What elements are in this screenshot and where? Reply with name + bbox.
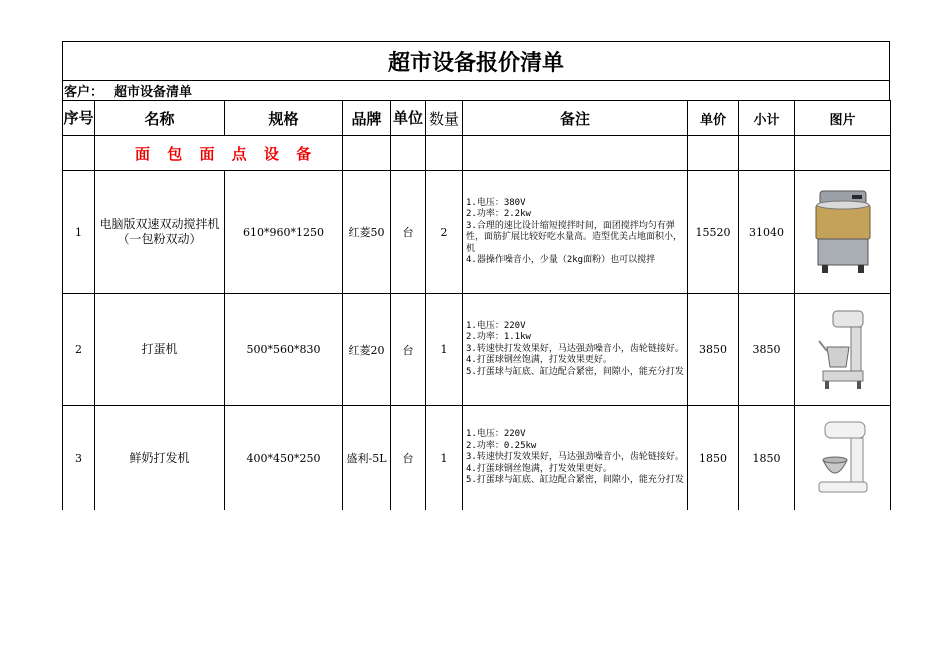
cell-subtotal: 1850 [739, 406, 795, 511]
planetary-mixer-icon [813, 307, 873, 393]
cell-no: 3 [63, 406, 95, 511]
note-line: 1.电压：380V [466, 197, 526, 208]
cell-image [795, 294, 891, 406]
quotation-table [62, 100, 891, 510]
table-row [63, 406, 891, 511]
section-title: 面 包 面 点 设 备 [95, 136, 343, 171]
header-price: 单价 [688, 101, 739, 136]
cell-brand: 红菱20 [343, 294, 391, 406]
client-row [62, 81, 890, 100]
header-image: 图片 [795, 101, 891, 136]
client-label: 客户： [64, 85, 104, 100]
cell-spec: 610*960*1250 [225, 171, 343, 294]
cell-no: 1 [63, 171, 95, 294]
cell-no: 2 [63, 294, 95, 406]
header-name: 名称 [95, 101, 225, 136]
note-line: 性，面筋扩展比较好吃水量高。造型优美占地面积小，机 [466, 232, 683, 254]
header-notes: 备注 [463, 101, 688, 136]
cell-qty: 1 [426, 406, 463, 511]
note-line: 3.转速快打发效果好，马达强劲噪音小，齿轮链接好。 [466, 452, 684, 463]
note-line: 5.打蛋球与缸底、缸边配合紧密，间隙小，能充分打发 [466, 366, 684, 377]
section-row [63, 136, 891, 171]
cell-unit: 台 [391, 294, 426, 406]
cell-price: 3850 [688, 294, 739, 406]
header-subtotal: 小计 [739, 101, 795, 136]
cell-price: 15520 [688, 171, 739, 294]
note-line: 3.合理的速比设计缩短搅拌时间，面团搅拌均匀有弹 [466, 220, 675, 231]
header-qty: 数量 [426, 101, 463, 136]
note-line: 3.转速快打发效果好，马达强劲噪音小，齿轮链接好。 [466, 343, 684, 354]
cell-qty: 1 [426, 294, 463, 406]
cell-notes [463, 294, 688, 406]
note-line: 2.功率：2.2kw [466, 209, 531, 219]
header-no: 序号 [63, 101, 95, 136]
sheet-title: 超市设备报价清单 [62, 41, 890, 81]
note-line: 2.功率：0.25kw [466, 440, 537, 451]
note-line: 2.功率：1.1kw [466, 332, 531, 343]
cell-name: 电脑版双速双动搅拌机（一包粉双动） [95, 171, 225, 294]
stand-mixer-icon [811, 416, 875, 500]
cell-name: 鲜奶打发机 [95, 406, 225, 511]
cell-notes [463, 171, 688, 294]
cell-price: 1850 [688, 406, 739, 511]
table-row [63, 171, 891, 294]
spiral-mixer-icon [808, 187, 878, 277]
cell-spec: 400*450*250 [225, 406, 343, 511]
note-line: 1.电压：220V [466, 429, 526, 440]
cell-unit: 台 [391, 406, 426, 511]
quotation-sheet [62, 41, 890, 510]
note-line: 1.电压：220V [466, 320, 526, 331]
note-line: 4.打蛋球钢丝饱满，打发效果更好。 [466, 355, 612, 366]
cell-image [795, 171, 891, 294]
note-line: 4.器操作噪音小，少量（2kg面粉）也可以搅拌 [466, 255, 656, 265]
cell-image [795, 406, 891, 511]
note-line: 5.打蛋球与缸底、缸边配合紧密，间隙小，能充分打发 [466, 475, 684, 486]
note-line: 4.打蛋球钢丝饱满，打发效果更好。 [466, 463, 612, 474]
cell-brand: 红菱50 [343, 171, 391, 294]
cell-subtotal: 31040 [739, 171, 795, 294]
client-value: 超市设备清单 [114, 85, 193, 100]
header-spec: 规格 [225, 101, 343, 136]
cell-unit: 台 [391, 171, 426, 294]
cell-spec: 500*560*830 [225, 294, 343, 406]
header-brand: 品牌 [343, 101, 391, 136]
header-row [63, 101, 891, 136]
cell-subtotal: 3850 [739, 294, 795, 406]
cell-notes [463, 406, 688, 511]
cell-brand: 盛利-5L [343, 406, 391, 511]
cell-name: 打蛋机 [95, 294, 225, 406]
header-unit: 单位 [391, 101, 426, 136]
table-row [63, 294, 891, 406]
cell-qty: 2 [426, 171, 463, 294]
